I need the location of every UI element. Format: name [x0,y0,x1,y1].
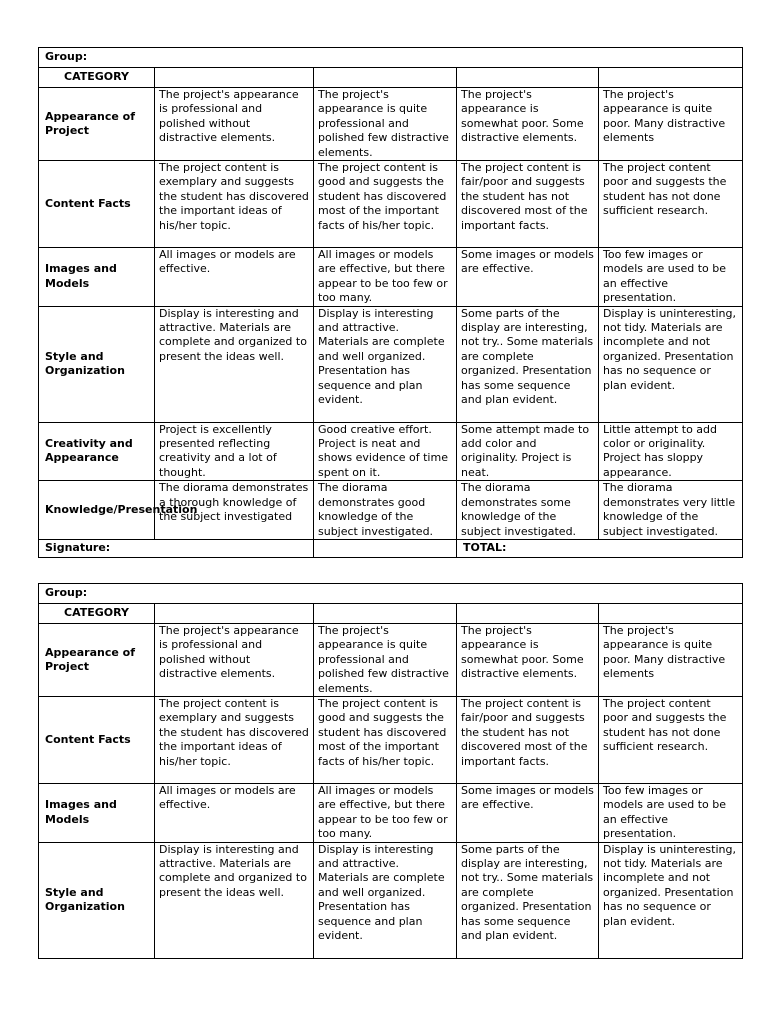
category-cell: Style and Organization [39,306,155,422]
header-cell [155,68,314,88]
level-cell: Display is interesting and attractive. Materials are complete and well organized. Presentation has sequence and plan evident. [314,306,457,422]
table-row [39,842,743,958]
level-cell: Display is interesting and attractive. Materials are complete and well organized. Presentation has sequence and plan evident. [314,842,457,958]
level-cell: All images or models are effective, but there appear to be too few or too many. [314,248,457,307]
level-cell: The diorama demonstrates a thorough knowledge of the subject investigated [155,481,314,540]
header-cell [599,604,743,624]
table-row [39,306,743,422]
signature-label: Signature: [39,539,314,557]
category-cell: Content Facts [39,161,155,248]
category-cell: Images and Models [39,784,155,843]
table-row [39,697,743,784]
table-row [39,784,743,843]
level-cell: The project's appearance is quite poor. Many distractive elements [599,624,743,697]
signature-blank [314,539,457,557]
level-cell: Display is interesting and attractive. Materials are complete and organized to present the ideas well. [155,842,314,958]
category-cell: Appearance of Project [39,624,155,697]
level-cell: The project content is good and suggests the student has discovered most of the important facts of his/her topic. [314,697,457,784]
level-cell: The project's appearance is quite professional and polished few distractive elements. [314,624,457,697]
total-label: TOTAL: [457,539,743,557]
level-cell: Some parts of the display are interesting, not try.. Some materials are complete organized. Presentation has some sequence and plan evident. [457,842,599,958]
category-header-row [39,604,743,624]
level-cell: The project's appearance is somewhat poor. Some distractive elements. [457,88,599,161]
level-cell: All images or models are effective. [155,248,314,307]
header-cell [457,604,599,624]
group-label: Group: [39,48,743,68]
level-cell: All images or models are effective. [155,784,314,843]
level-cell: Display is uninteresting, not tidy. Materials are incomplete and not organized. Presentation has no sequence or plan evident. [599,306,743,422]
level-cell: The diorama demonstrates good knowledge of the subject investigated. [314,481,457,540]
level-cell: The project content poor and suggests the student has not done sufficient research. [599,161,743,248]
level-cell: Too few images or models are used to be an effective presentation. [599,248,743,307]
level-cell: Project is excellently presented reflecting creativity and a lot of thought. [155,422,314,481]
category-header: CATEGORY [39,68,155,88]
level-cell: The project's appearance is somewhat poor. Some distractive elements. [457,624,599,697]
table-row [39,88,743,161]
level-cell: Some images or models are effective. [457,248,599,307]
table-row [39,248,743,307]
group-row [39,584,743,604]
header-cell [155,604,314,624]
rubric-table-1 [38,47,743,558]
level-cell: The project content is exemplary and suggests the student has discovered the important ideas of his/her topic. [155,697,314,784]
category-cell: Appearance of Project [39,88,155,161]
level-cell: The diorama demonstrates some knowledge of the subject investigated. [457,481,599,540]
category-cell: Images and Models [39,248,155,307]
table-row [39,422,743,481]
category-cell: Content Facts [39,697,155,784]
level-cell: The project's appearance is professional and polished without distractive elements. [155,624,314,697]
level-cell: The project's appearance is professional and polished without distractive elements. [155,88,314,161]
level-cell: The project content is fair/poor and suggests the student has not discovered most of the important facts. [457,697,599,784]
level-cell: The project's appearance is quite professional and polished few distractive elements. [314,88,457,161]
signature-row [39,539,743,557]
level-cell: Little attempt to add color or originality. Project has sloppy appearance. [599,422,743,481]
level-cell: The project's appearance is quite poor. Many distractive elements [599,88,743,161]
header-cell [314,68,457,88]
category-cell: Style and Organization [39,842,155,958]
level-cell: The project content is good and suggests the student has discovered most of the important facts of his/her topic. [314,161,457,248]
level-cell: Display is uninteresting, not tidy. Materials are incomplete and not organized. Presentation has no sequence or plan evident. [599,842,743,958]
level-cell: All images or models are effective, but there appear to be too few or too many. [314,784,457,843]
table-row [39,624,743,697]
level-cell: Some attempt made to add color and originality. Project is neat. [457,422,599,481]
level-cell: Display is interesting and attractive. Materials are complete and organized to present the ideas well. [155,306,314,422]
category-cell: Creativity and Appearance [39,422,155,481]
category-cell: Knowledge/Presentation [39,481,155,540]
header-cell [599,68,743,88]
category-header: CATEGORY [39,604,155,624]
rubric-table-2 [38,583,743,959]
level-cell: Some parts of the display are interesting, not try.. Some materials are complete organized. Presentation has some sequence and plan evident. [457,306,599,422]
group-label: Group: [39,584,743,604]
header-cell [314,604,457,624]
table-row [39,161,743,248]
header-cell [457,68,599,88]
level-cell: Good creative effort. Project is neat and shows evidence of time spent on it. [314,422,457,481]
level-cell: Some images or models are effective. [457,784,599,843]
table-row [39,481,743,540]
level-cell: Too few images or models are used to be an effective presentation. [599,784,743,843]
level-cell: The project content is fair/poor and suggests the student has not discovered most of the important facts. [457,161,599,248]
level-cell: The diorama demonstrates very little knowledge of the subject investigated. [599,481,743,540]
category-header-row [39,68,743,88]
level-cell: The project content poor and suggests the student has not done sufficient research. [599,697,743,784]
level-cell: The project content is exemplary and suggests the student has discovered the important ideas of his/her topic. [155,161,314,248]
group-row [39,48,743,68]
